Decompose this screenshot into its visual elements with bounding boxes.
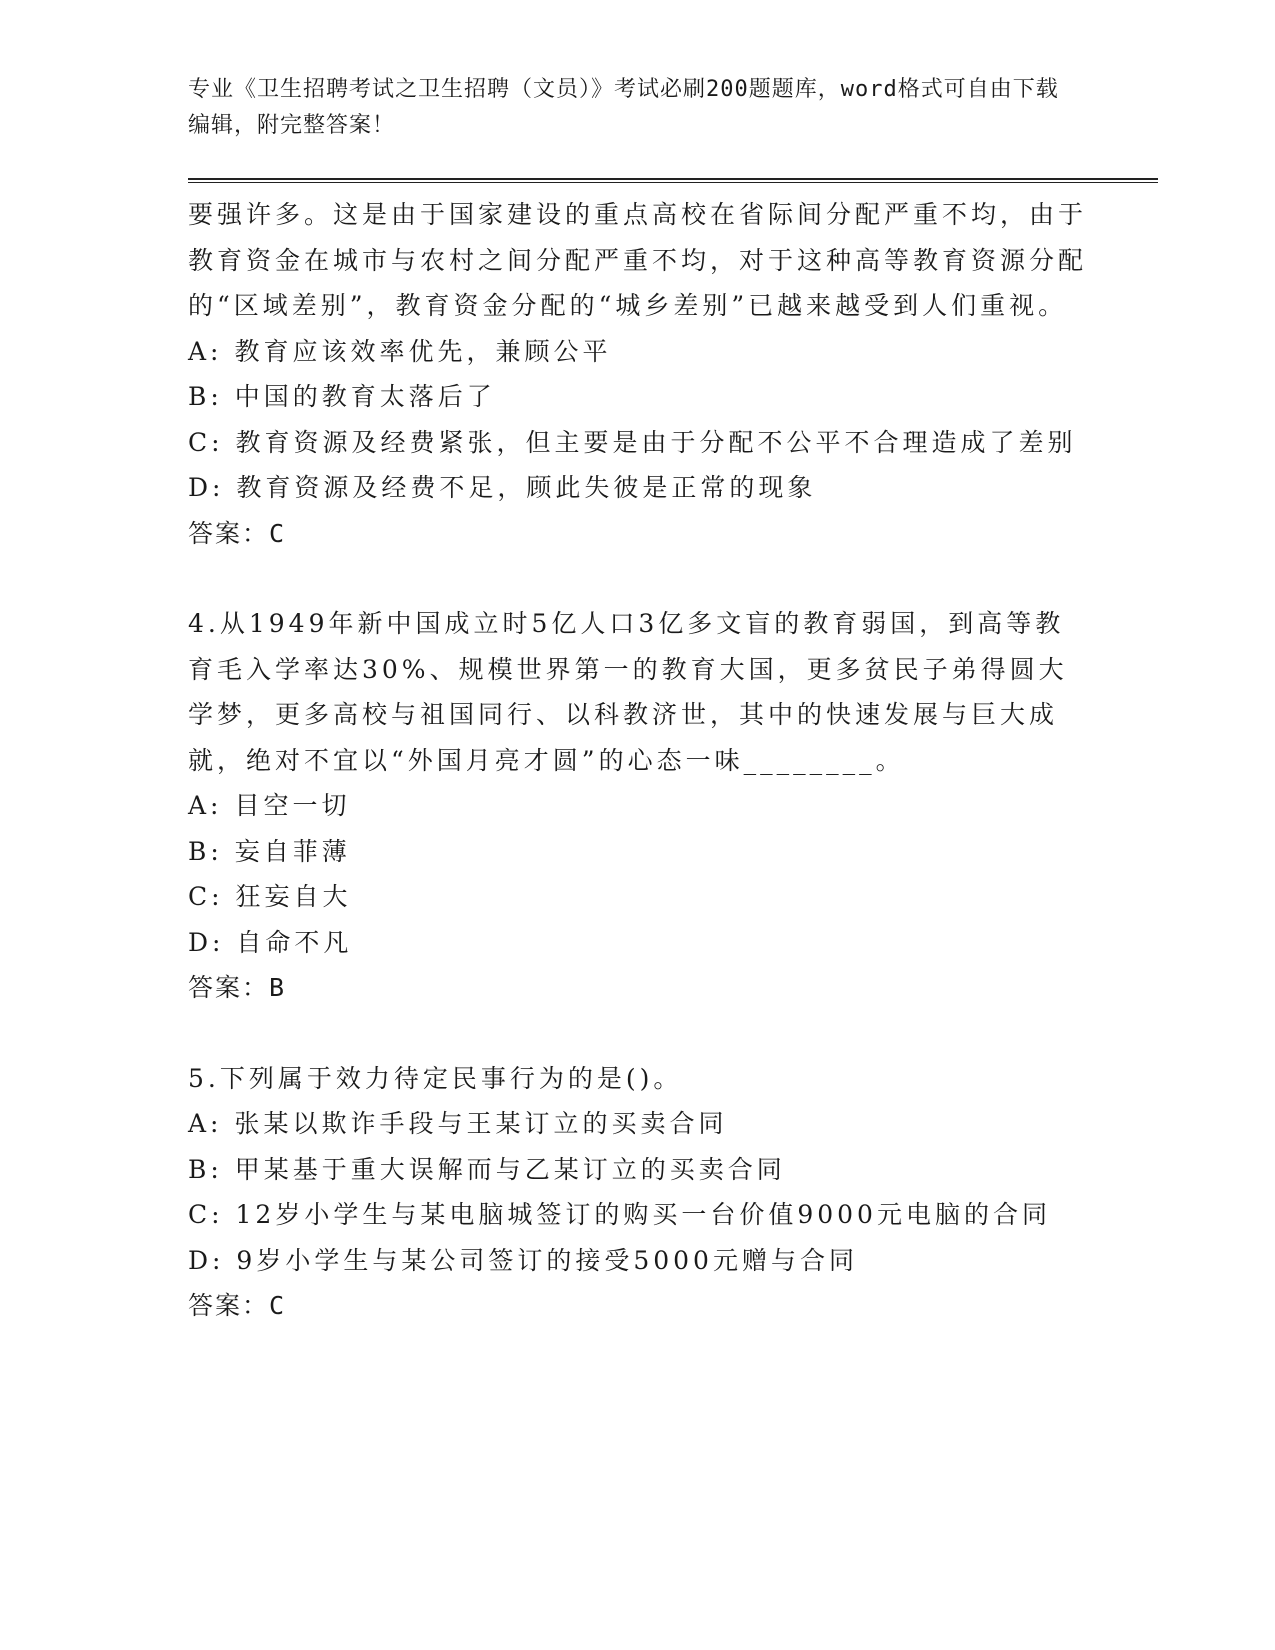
question-3-continued: [188, 192, 1088, 556]
answer-value: B: [269, 973, 287, 1002]
answer-line: [188, 965, 1088, 1011]
option-d: [188, 1238, 1088, 1284]
option-label: C:: [188, 882, 224, 911]
question-stem: 5.下列属于效力待定民事行为的是()。: [188, 1063, 683, 1093]
option-label: B:: [188, 1154, 223, 1184]
option-a: [188, 783, 1088, 829]
option-text: 目空一切: [234, 791, 351, 820]
answer-value: C: [269, 518, 287, 548]
option-text: 教育资源及经费不足，顾此失彼是正常的现象: [236, 473, 817, 502]
option-b: [188, 829, 1088, 875]
option-text: 9岁小学生与某公司签订的接受5000元赠与合同: [236, 1245, 858, 1275]
option-b: [188, 1147, 1088, 1193]
option-text: 中国的教育太落后了: [234, 382, 496, 411]
option-d: [188, 465, 1088, 511]
option-label: D:: [188, 927, 225, 957]
option-a: [188, 1101, 1088, 1147]
option-text: 妄自菲薄: [234, 836, 351, 866]
page-header: 专业《卫生招聘考试之卫生招聘（文员）》考试必刷200题题库，word格式可自由下载编辑，附完整答案！: [188, 77, 1059, 138]
option-label: A:: [188, 336, 223, 366]
option-text: 教育应该效率优先，兼顾公平: [234, 336, 612, 366]
option-label: B:: [188, 836, 223, 866]
question-4: [188, 601, 1088, 1011]
option-c: [188, 1192, 1088, 1238]
question-stem: 要强许多。这是由于国家建设的重点高校在省际间分配严重不均，由于教育资金在城市与农村之间分配严重不均，对于这种高等教育资源分配的“区域差别”，教育资金分配的“城乡差别”已越来越受到人们重视。: [188, 200, 1088, 320]
option-label: A:: [188, 1109, 223, 1138]
answer-label: 答案：: [188, 518, 270, 548]
answer-value: C: [269, 1291, 287, 1320]
option-text: 12岁小学生与某电脑城签订的购买一台价值9000元电脑的合同: [235, 1200, 1051, 1229]
option-d: [188, 920, 1088, 966]
answer-label: 答案：: [188, 973, 270, 1002]
question-stem: 4.从1949年新中国成立时5亿人口3亿多文盲的教育弱国，到高等教育毛入学率达30%、规模世界第一的教育大国，更多贫民子弟得圆大学梦，更多高校与祖国同行、以科教济世，其中的快速发展与巨大成就，绝对不宜以“外国月亮才圆”的心态一味________。: [188, 609, 1068, 775]
option-b: [188, 374, 1088, 420]
document-body: [188, 192, 1088, 1329]
option-text: 教育资源及经费紧张，但主要是由于分配不公平不合理造成了差别: [235, 427, 1077, 457]
option-text: 自命不凡: [236, 927, 353, 957]
option-label: C:: [188, 427, 224, 457]
option-c: [188, 420, 1088, 466]
header-divider: [188, 178, 1158, 183]
question-5: [188, 1056, 1088, 1329]
option-label: B:: [188, 382, 223, 411]
answer-line: [188, 511, 1088, 557]
option-label: C:: [188, 1200, 224, 1229]
option-c: [188, 874, 1088, 920]
option-a: [188, 329, 1088, 375]
answer-label: 答案：: [188, 1291, 270, 1320]
option-text: 甲某基于重大误解而与乙某订立的买卖合同: [234, 1154, 786, 1184]
option-text: 张某以欺诈手段与王某订立的买卖合同: [234, 1109, 728, 1138]
option-label: D:: [188, 473, 225, 502]
answer-line: [188, 1283, 1088, 1329]
option-label: A:: [188, 791, 223, 820]
option-text: 狂妄自大: [235, 882, 352, 911]
option-label: D:: [188, 1245, 225, 1275]
